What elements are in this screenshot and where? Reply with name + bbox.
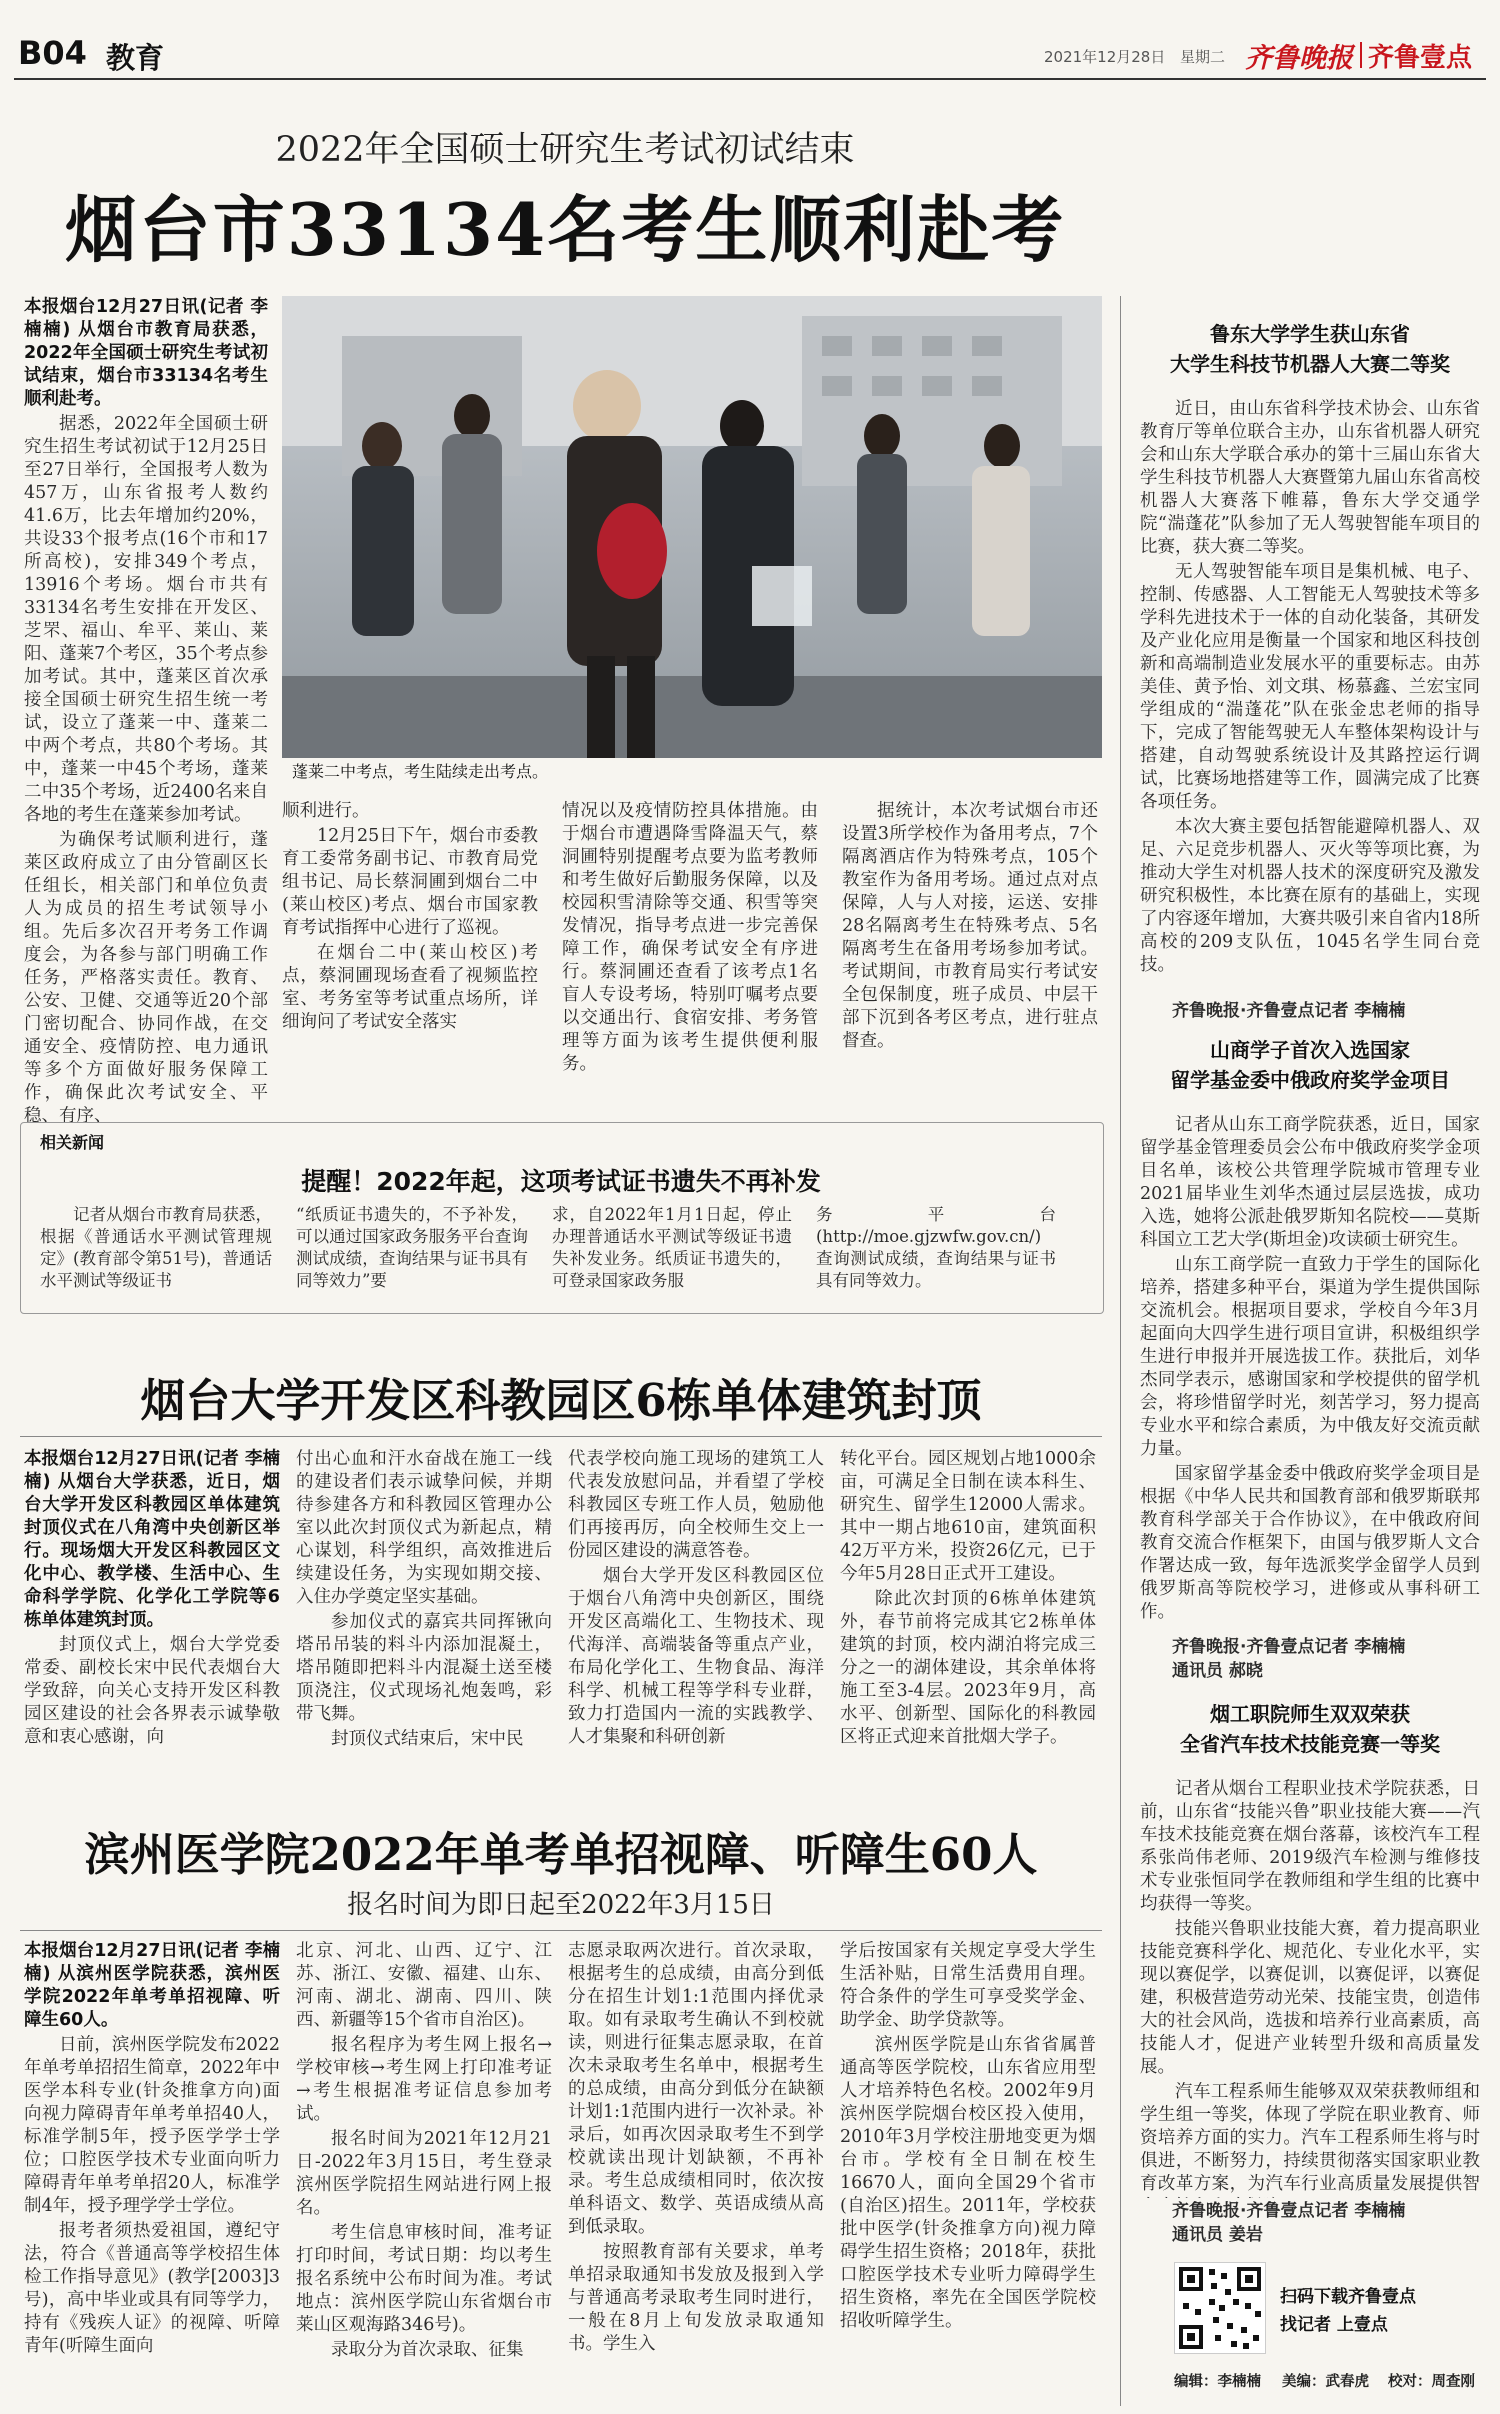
side2-title-line2: 留学基金委中俄政府奖学金项目 — [1170, 1068, 1450, 1092]
side1-title-line2: 大学生科技节机器人大赛二等奖 — [1170, 352, 1450, 376]
lead-dateline: 本报烟台12月27日讯(记者 李楠楠) 从烟台市教育局获悉，2022年全国硕士研究生考试初试结束，烟台市33134名考生顺利赴考。 — [24, 297, 268, 409]
header-rule — [14, 78, 1486, 80]
side2-body — [1140, 1114, 1480, 1644]
side3-title-line2: 全省汽车技术技能竞赛一等奖 — [1180, 1732, 1440, 1756]
side3-byline: 齐鲁晚报·齐鲁壹点记者 李楠楠 — [1172, 2201, 1406, 2221]
story2-paragraph: 封顶仪式结束后，宋中民 — [331, 1729, 524, 1749]
qr-code[interactable] — [1174, 2262, 1266, 2354]
lead-column-1 — [24, 296, 268, 1126]
story2-column-2 — [296, 1448, 552, 1808]
side1-paragraph: 无人驾驶智能车项目是集机械、电子、控制、传感器、人工智能无人驾驶技术等多学科先进技术于一体的自动化装备，其研发及产业化应用是衡量一个国家和地区科技创新和高端制造业发展水平的重要标志。由苏美佳、黄予怡、刘文琪、杨慕鑫、兰宏宝同学组成的“湍蓬花”队在张金忠老师的指导下，完成了智能驾驶无人车整体架构设计与搭建，自动驾驶系统设计及其路控运行调试，比赛场地搭建等工作，圆满完成了比赛各项任务。 — [1140, 562, 1480, 812]
side1-paragraph: 近日，由山东省科学技术协会、山东省教育厅等单位联合主办，山东省机器人研究会和山东大学联合承办的第十三届山东省大学生科技节机器人大赛暨第九届山东省高校机器人大赛落下帷幕，鲁东大学交通学院“湍蓬花”队参加了无人驾驶智能车项目的比赛，获大赛二等奖。 — [1140, 399, 1480, 557]
story3-paragraph: 考生信息审核时间，准考证打印时间，考试日期：均以考生报名系统中公布时间为准。考试地点：滨州医学院山东省烟台市莱山区观海路346号)。 — [296, 2223, 552, 2335]
lead-paragraph: 情况以及疫情防控具体措施。由于烟台市遭遇降雪降温天气，蔡洞圃特别提醒考点要为监考教师和考生做好后勤服务保障，以及校园积雪清除等交通、积雪等突发情况，指导考点进一步完善保障工作，确保考试安全有序进行。蔡洞圃还查看了该考点1名盲人专设考场，特别叮嘱考点要以交通出行、食宿安排、考务管理等方面为该考生提供便利服务。 — [562, 801, 818, 1074]
lead-paragraph: 顺利进行。 — [282, 801, 370, 821]
related-column-4: 务平台(http://moe.gjzwfw.gov.cn/)查询测试成绩，查询结果与证书具有同等效力。 — [816, 1205, 1056, 1290]
story3-paragraph: 录取分为首次录取、征集 — [331, 2340, 524, 2360]
side2-paragraph: 国家留学基金委中俄政府奖学金项目是根据《中华人民共和国教育部和俄罗斯联邦教育科学部关于合作协议》，在中俄政府间教育交流合作框架下，由国与俄罗斯人文合作署达成一致，每年选派奖学金留学人员到俄罗斯高等院校学习，进修或从事科研工作。 — [1140, 1464, 1480, 1622]
brand-qilu-yidian: 齐鲁壹点 — [1368, 43, 1473, 73]
story2-paragraph: 转化平台。园区规划占地1000余亩，可满足全日制在读本科生、研究生、留学生12000人需求。其中一期占地610亩，建筑面积42万平方米，投资26亿元，已于今年5月28日正式开工建设。 — [840, 1449, 1096, 1584]
credit-designer: 美编：武春虎 — [1282, 2374, 1369, 2390]
story2-paragraph: 封顶仪式上，烟台大学党委常委、副校长宋中民代表烟台大学致辞，向关心支持开发区科教园区建设的社会各界表示诚挚敬意和衷心感谢，向 — [24, 1635, 280, 1747]
lead-paragraph: 12月25日下午，烟台市委教育工委常务副书记、市教育局党组书记、局长蔡洞圃到烟台二中(莱山校区)考点、烟台市国家教育考试指挥中心进行了巡视。 — [282, 826, 538, 938]
story3-column-3 — [568, 1940, 824, 2410]
story2-paragraph: 参加仪式的嘉宾共同挥锹向塔吊吊装的料斗内添加混凝土，塔吊随即把料斗内混凝土送至楼顶浇注，仪式现场礼炮轰鸣，彩带飞舞。 — [296, 1612, 552, 1724]
side2-paragraph: 记者从山东工商学院获悉，近日，国家留学基金管理委员会公布中俄政府奖学金项目名单，该校公共管理学院城市管理专业2021届毕业生刘华杰通过层层选拔，成功入选，她将公派赴俄罗斯知名院校——莫斯科国立工艺大学(斯坦金)攻读硕士研究生。 — [1140, 1115, 1480, 1250]
lead-paragraph: 在烟台二中(莱山校区)考点，蔡洞圃现场查看了视频监控室、考务室等考试重点场所，详细询问了考试安全落实 — [282, 943, 538, 1032]
story2-title: 烟台大学开发区科教园区6栋单体建筑封顶 — [140, 1374, 982, 1427]
side2-paragraph: 山东工商学院一直致力于学生的国际化培养，搭建多种平台，渠道为学生提供国际交流机会。根据项目要求，学校自今年3月起面向大四学生进行项目宣讲，积极组织学生进行申报并开展选拔工作。获批后，刘华杰同学表示，感谢国家和学校提供的留学机会，将珍惜留学时光，刻苦学习，努力提高专业水平和综合素质，为中俄友好交流贡献力量。 — [1140, 1255, 1480, 1459]
story3-paragraph: 北京、河北、山西、辽宁、江苏、浙江、安徽、福建、山东、河南、湖北、湖南、四川、陕西、新疆等15个省市自治区)。 — [296, 1941, 552, 2030]
page-number: B04 — [18, 34, 87, 72]
side3-title-line1: 烟工职院师生双双荣获 — [1210, 1702, 1410, 1726]
side3-paragraph: 记者从烟台工程职业技术学院获悉，日前，山东省“技能兴鲁”职业技能大赛——汽车技术技能竞赛在烟台落幕，该校汽车工程系张尚伟老师、2019级汽车检测与维修技术专业张恒同学在教师组和学生组的比赛中均获得一等奖。 — [1140, 1779, 1480, 1914]
story3-paragraph: 报名时间为2021年12月21日-2022年3月15日，考生登录滨州医学院招生网站进行网上报名。 — [296, 2129, 552, 2218]
story3-paragraph: 志愿录取两次进行。首次录取，根据考生的总成绩，由高分到低分在招生计划1:1范围内择优录取。如有录取考生确认不到校就读，则进行征集志愿录取，在首次未录取考生名单中，根据考生的总成绩，由高分到低分在缺额计划1:1范围内进行一次补录。补录后，如再次因录取考生不到学校就读出现计划缺额，不再补录。考生总成绩相同时，依次按单科语文、数学、英语成绩从高到低录取。 — [568, 1941, 824, 2237]
lead-paragraph: 据悉，2022年全国硕士研究生招生考试初试于12月25日至27日举行，全国报考人数为457万，山东省报考人数约41.6万，比去年增加约20%，共设33个报考点(16个市和17所高校)，安排349个考点，13916个考场。烟台市共有33134名考生安排在开发区、芝罘、福山、牟平、莱山、莱阳、蓬莱7个考区，35个考点参加考试。其中，蓬莱区首次承接全国硕士研究生招生统一考试，设立了蓬莱一中、蓬莱二中两个考点，共80个考场。其中，蓬莱一中45个考场，蓬莱二中35个考场，近2400名来自各地的考生在蓬莱参加考试。 — [24, 414, 268, 825]
brand-qilu-evening: 齐鲁晚报 — [1245, 43, 1353, 74]
story2-column-4 — [840, 1448, 1096, 1808]
story2-paragraph: 烟台大学开发区科教园区位于烟台八角湾中央创新区，围绕开发区高端化工、生物技术、现代海洋、高端装备等重点产业，布局化学化工、生物食品、海洋科学、机械工程等学科专业群，致力打造国内一流的实践教学、人才集聚和科研创新 — [568, 1566, 824, 1747]
related-column-3: 求，自2022年1月1日起，停止办理普通话水平测试等级证书遗失补发业务。纸质证书遗失的，可登录国家政务服 — [552, 1205, 792, 1290]
qr-caption-line1: 扫码下载齐鲁壹点 — [1280, 2287, 1416, 2307]
credit-editor: 编辑：李楠楠 — [1174, 2374, 1261, 2390]
lead-column-3 — [562, 800, 818, 1100]
qr-code-icon — [1175, 2263, 1265, 2353]
credit-proofreader: 校对：周查刚 — [1388, 2374, 1475, 2390]
related-column-2: “纸质证书遗失的，不予补发，可以通过国家政务服务平台查询测试成绩，查询结果与证书具有同等效力”要 — [296, 1205, 528, 1290]
story3-paragraph: 报名程序为考生网上报名→学校审核→考生网上打印准考证→考生根据准考证信息参加考试。 — [296, 2035, 552, 2124]
story2-paragraph: 代表学校向施工现场的建筑工人代表发放慰问品，并看望了学校科教园区专班工作人员，勉励他们再接再厉，向全校师生交上一份园区建设的满意答卷。 — [568, 1449, 824, 1561]
story3-column-1 — [24, 1940, 280, 2410]
side3-byline-2: 通讯员 姜岩 — [1172, 2225, 1263, 2245]
story3-rule — [20, 1930, 1102, 1931]
story3-paragraph: 滨州医学院是山东省省属普通高等医学院校，山东省应用型人才培养特色名校。2002年9月滨州医学院烟台校区投入使用，2010年3月学校注册地变更为烟台市。学校有全日制在校生16670人，面向全国29个省市(自治区)招生。2011年，学校获批中医学(针灸推拿方向)视力障碍学生招生资格；2018年，获批口腔医学技术专业听力障碍学生招生资格，率先在全国医学院校招收听障学生。 — [840, 2035, 1096, 2331]
sidebar-divider — [1120, 296, 1121, 2406]
lead-column-4 — [842, 800, 1098, 1100]
related-column-1: 记者从烟台市教育局获悉，根据《普通话水平测试管理规定》(教育部令第51号)，普通话水平测试等级证书 — [40, 1205, 272, 1290]
header-date: 2021年12月28日 — [1044, 48, 1166, 66]
story2-rule — [20, 1436, 1102, 1437]
side2-byline: 齐鲁晚报·齐鲁壹点记者 李楠楠 — [1172, 1637, 1406, 1657]
story2-paragraph: 除此次封顶的6栋单体建筑外，春节前将完成其它2栋单体建筑的封顶，校内湖泊将完成三分之一的湖体建设，其余单体将施工至3-4层。2023年9月，高水平、创新型、国际化的科教园区将正式迎来首批烟大学子。 — [840, 1589, 1096, 1747]
story3-paragraph: 日前，滨州医学院发布2022年单考单招招生简章，2022年中医学本科专业(针灸推拿方向)面向视力障碍青年单考单招40人，标准学制5年，授予医学学士学位；口腔医学技术专业面向听力障碍青年单考单招20人，标准学制4年，授予理学学士学位。 — [24, 2035, 280, 2216]
qr-caption-line2: 找记者 上壹点 — [1280, 2315, 1388, 2335]
brand-divider — [1360, 42, 1362, 68]
related-news-tag: 相关新闻 — [40, 1133, 105, 1152]
side3-paragraph: 技能兴鲁职业技能大赛，着力提高职业技能竞赛科学化、规范化、专业化水平，实现以赛促学，以赛促训，以赛促评，以赛促建，积极营造劳动光荣、技能宝贵，创造伟大的社会风尚，选拔和培养行业高素质，高技能人才，促进产业转型升级和高质量发展。 — [1140, 1919, 1480, 2077]
story3-paragraph: 学后按国家有关规定享受大学生生活补贴，日常生活费用自理。符合条件的学生可享受奖学金、助学金、助学贷款等。 — [840, 1941, 1096, 2030]
section-label: 教育 — [106, 41, 165, 75]
lead-photo — [282, 296, 1102, 786]
side1-body — [1140, 398, 1480, 1008]
side1-byline: 齐鲁晚报·齐鲁壹点记者 李楠楠 — [1172, 1001, 1406, 1021]
side1-paragraph: 本次大赛主要包括智能避障机器人、双足、六足竞步机器人、灭火等等项比赛，为推动大学生对机器人技术的深度研究及激发研究积极性，本比赛在原有的基础上，实现了内容逐年增加，大赛共吸引来自省内18所高校的209支队伍，1045名学生同台竞技。 — [1140, 817, 1480, 975]
story3-dateline: 本报烟台12月27日讯(记者 李楠楠) 从滨州医学院获悉，滨州医学院2022年单考单招视障、听障生60人。 — [24, 1941, 280, 2030]
students-photo-illustration — [282, 296, 1102, 786]
related-news-title: 提醒！2022年起，这项考试证书遗失不再补发 — [301, 1167, 821, 1196]
story2-paragraph: 付出心血和汗水奋战在施工一线的建设者们表示诚挚问候，并期待参建各方和科教园区管理办公室以此次封顶仪式为新起点，精心谋划，科学组织，高效推进后续建设任务，为实现如期交接、入住办学奠定坚实基础。 — [296, 1449, 552, 1607]
photo-caption: 蓬莱二中考点，考生陆续走出考点。 — [282, 758, 1102, 786]
story3-paragraph: 按照教育部有关要求，单考单招录取通知书发放及报到入学与普通高考录取考生同时进行，一般在8月上旬发放录取通知书。学生入 — [568, 2242, 824, 2354]
story2-column-1 — [24, 1448, 280, 1808]
story3-column-2 — [296, 1940, 552, 2410]
story2-dateline: 本报烟台12月27日讯(记者 李楠楠) 从烟台大学获悉，近日，烟台大学开发区科教园区单体建筑封顶仪式在八角湾中央创新区举行。现场烟大开发区科教园区文化中心、教学楼、生活中心、生命科学学院、化学化工学院等6栋单体建筑封顶。 — [24, 1449, 280, 1630]
story2-column-3 — [568, 1448, 824, 1808]
lead-title: 烟台市33134名考生顺利赴考 — [64, 187, 1066, 272]
lead-kicker: 2022年全国硕士研究生考试初试结束 — [275, 130, 855, 170]
side2-title-line1: 山商学子首次入选国家 — [1210, 1038, 1410, 1062]
header-weekday: 星期二 — [1180, 48, 1226, 66]
story3-paragraph: 报考者须热爱祖国，遵纪守法，符合《普通高等学校招生体检工作指导意见》(教学[2003]3号)，高中毕业或具有同等学力，持有《残疾人证》的视障、听障青年(听障生面向 — [24, 2221, 280, 2356]
lead-column-2 — [282, 800, 538, 1100]
side1-title-line1: 鲁东大学学生获山东省 — [1210, 322, 1410, 346]
side3-paragraph: 汽车工程系师生能够双双荣获教师组和学生组一等奖，体现了学院在职业教育、师资培养方面的实力。汽车工程系师生将与时俱进，不断努力，持续贯彻落实国家职业教育改革方案，为汽车行业高质量发展提供智 — [1140, 2082, 1480, 2194]
side3-body — [1140, 1778, 1480, 2198]
story3-column-4 — [840, 1940, 1096, 2410]
lead-paragraph: 据统计，本次考试烟台市还设置3所学校作为备用考点，7个隔离酒店作为特殊考点，105个教室作为备用考场。通过点对点保障，人与人对接，运送、安排28名隔离考生在特殊考点、5名隔离考生在备用考场参加考试。考试期间，市教育局实行考试安全包保制度，班子成员、中层干部下沉到各考区考点，进行驻点督查。 — [842, 801, 1098, 1051]
story3-title: 滨州医学院2022年单考单招视障、听障生60人 — [84, 1828, 1038, 1881]
side2-byline-2: 通讯员 郝晓 — [1172, 1661, 1263, 1681]
lead-paragraph: 为确保考试顺利进行，蓬莱区政府成立了由分管副区长任组长，相关部门和单位负责人为成员的招生考试领导小组。先后多次召开考务工作调度会，为各参与部门明确工作任务，严格落实责任。教育、公安、卫健、交通等近20个部门密切配合、协同作战，在交通安全、疫情防控、电力通讯等多个方面做好服务保障工作，确保此次考试安全、平稳、有序、 — [24, 830, 268, 1126]
story3-subtitle: 报名时间为即日起至2022年3月15日 — [347, 1890, 775, 1920]
